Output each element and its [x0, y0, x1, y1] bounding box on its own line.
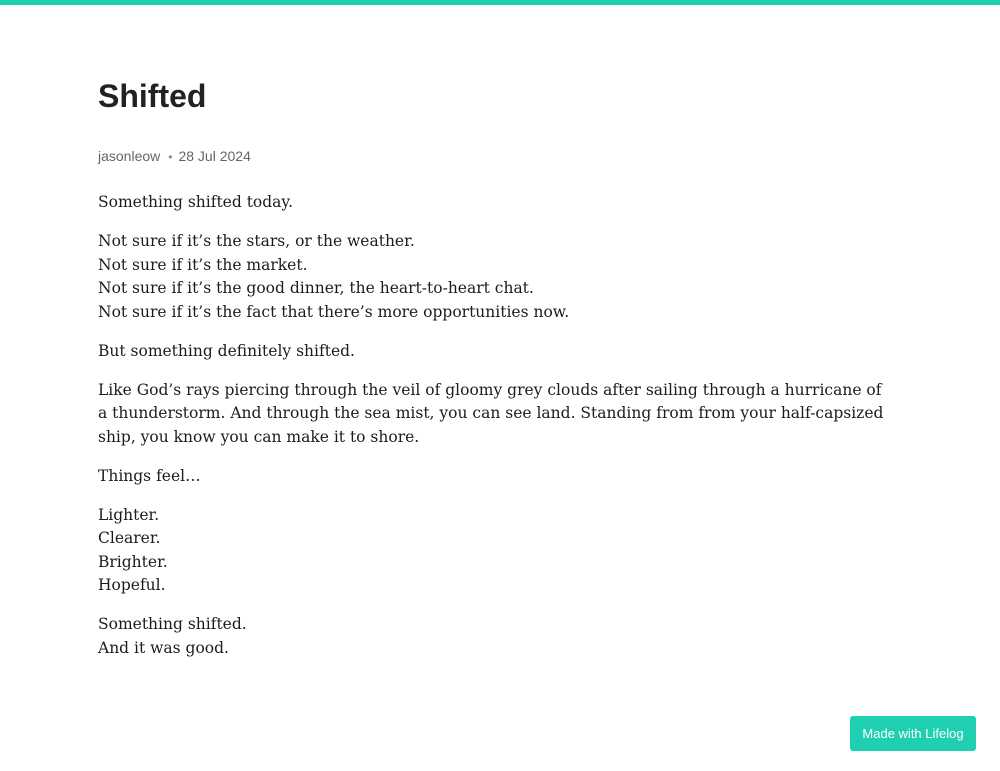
made-with-lifelog-button[interactable]: Made with Lifelog — [850, 716, 976, 751]
line: Lighter. — [98, 505, 160, 524]
line: Hopeful. — [98, 576, 166, 594]
top-accent-bar — [0, 0, 1000, 5]
paragraph — [98, 340, 888, 364]
line: Not sure if it’s the market. — [98, 255, 308, 274]
post-date: 28 Jul 2024 — [178, 148, 251, 164]
paragraph — [98, 230, 888, 324]
paragraph — [98, 191, 888, 215]
line: Like God’s rays piercing through the veil of gloomy grey clouds after sailing through a hurricane of a thunderstorm. And through the sea mist, you can see land. Standing from from your half-capsized ship, you know you can make it to shore. — [98, 380, 884, 446]
paragraph — [98, 504, 888, 598]
paragraph — [98, 465, 888, 489]
paragraph — [98, 379, 888, 450]
post-body — [98, 191, 888, 676]
line: Things feel… — [98, 466, 201, 485]
post-meta — [98, 146, 251, 167]
line: Something shifted today. — [98, 193, 294, 211]
line: Not sure if it’s the stars, or the weather. — [98, 232, 415, 250]
meta-separator: • — [168, 150, 173, 164]
line: But something definitely shifted. — [98, 341, 355, 360]
line: Clearer. — [98, 529, 161, 547]
line: And it was good. — [98, 638, 229, 657]
line: Not sure if it’s the fact that there’s more opportunities now. — [98, 302, 570, 321]
post-title: Shifted — [98, 78, 207, 114]
line: Not sure if it’s the good dinner, the heart-to-heart chat. — [98, 279, 534, 297]
line: Brighter. — [98, 552, 168, 571]
author-link[interactable]: jasonleow — [98, 148, 161, 164]
line: Something shifted. — [98, 615, 247, 633]
paragraph — [98, 613, 888, 660]
